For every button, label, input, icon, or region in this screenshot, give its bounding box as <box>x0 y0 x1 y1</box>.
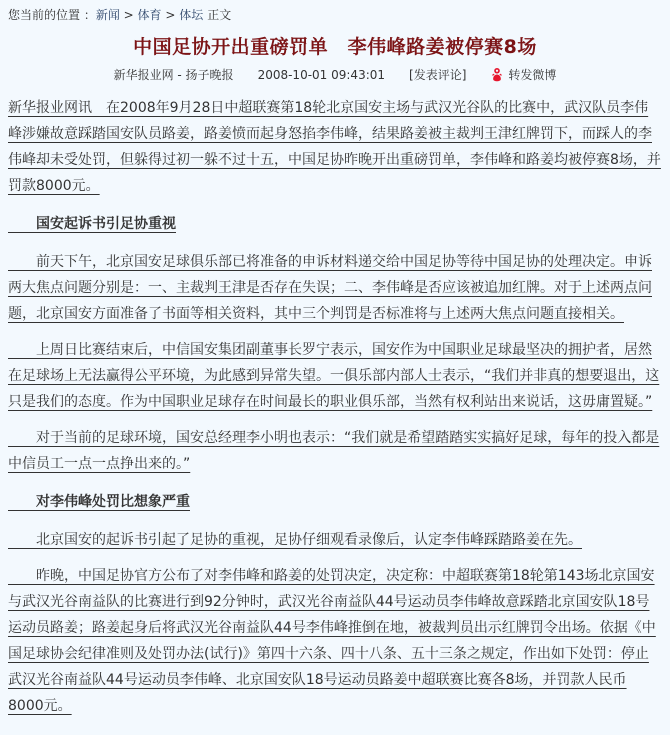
section-heading: 对李伟峰处罚比想象严重 <box>8 494 190 510</box>
breadcrumb-link-3[interactable]: 体坛 <box>179 8 204 22</box>
article-datetime: 2008-10-01 09:43:01 <box>257 67 386 82</box>
article-meta-bar <box>8 66 662 83</box>
article-source: 新华报业网 - 扬子晚报 <box>113 68 234 82</box>
share-weibo-label: 转发微博 <box>508 68 557 82</box>
article-paragraph: 新华报业网讯 在2008年9月28日中超联赛第18轮北京国安主场与武汉光谷队的比赛中，武汉队员李伟峰涉嫌故意踩踏国安队员路姜，路姜愤而起身怒掐李伟峰，结果路姜被主裁判王津红牌罚下，而踩人的李伟峰却未受处罚，但躲得过初一躲不过十五，中国足协昨晚开出重磅罚单，李伟峰和路姜均被停赛8场，并罚款8000元。 <box>8 100 661 194</box>
breadcrumb-link-1[interactable]: 新闻 <box>95 8 120 22</box>
breadcrumb <box>8 4 662 23</box>
breadcrumb-separator: > <box>161 8 180 22</box>
article-paragraph: 前天下午，北京国安足球俱乐部已将准备的申诉材料递交给中国足协等待中国足协的处理决定。申诉两大焦点问题分别是：一、主裁判王津是否存在失误；二、李伟峰是否应该被追加红牌。对于上述两点问题，北京国安方面准备了书面等相关资料，其中三个判罚是否标准将与上述两大焦点问题直接相关。 <box>8 254 652 322</box>
article-paragraph: 昨晚，中国足协官方公布了对李伟峰和路姜的处罚决定，决定称：中超联赛第18轮第143场北京国安与武汉光谷南益队的比赛进行到92分钟时，武汉光谷南益队44号运动员李伟峰故意踩踏北京国安队18号运动员路姜；路姜起身后将武汉光谷南益队44号李伟峰推倒在地，被裁判员出示红牌罚令出场。依据《中国足球协会纪律准则及处罚办法(试行)》第四十六条、四十八条、五十三条之规定，作出如下处罚：停止武汉光谷南益队44号运动员李伟峰、北京国安队18号运动员路姜中超联赛比赛各8场，并罚款人民币8000元。 <box>8 568 656 714</box>
breadcrumb-prefix: 您当前的位置 ： <box>8 8 96 22</box>
article-title: 中国足协开出重磅罚单 李伟峰路姜被停赛8场 <box>133 36 537 58</box>
weibo-mascot-icon <box>490 67 504 82</box>
breadcrumb-separator: > <box>119 8 138 22</box>
article-paragraph: 上周日比赛结束后，中信国安集团副董事长罗宁表示，国安作为中国职业足球最坚决的拥护者，居然在足球场上无法赢得公平环境，为此感到异常失望。一俱乐部内部人士表示，“我们并非真的想要退出，这只是我们的态度。作为中国职业足球存在时间最长的职业俱乐部，当然有权利站出来说话，这毋庸置疑。” <box>8 342 660 410</box>
section-heading: 国安起诉书引足协重视 <box>8 216 176 232</box>
post-comment-link[interactable]: [发表评论] <box>409 68 467 82</box>
article-paragraph: 对于当前的足球环境，国安总经理李小明也表示：“我们就是希望踏踏实实搞好足球，每年的投入都是中信员工一点一点挣出来的。” <box>8 430 660 472</box>
article-paragraph: 北京国安的起诉书引起了足协的重视，足协仔细观看录像后，认定李伟峰踩踏路姜在先。 <box>8 532 582 548</box>
share-weibo-link[interactable] <box>490 66 556 83</box>
article-body <box>8 95 662 719</box>
breadcrumb-current: 正文 <box>207 8 232 22</box>
breadcrumb-link-2[interactable]: 体育 <box>137 8 162 22</box>
